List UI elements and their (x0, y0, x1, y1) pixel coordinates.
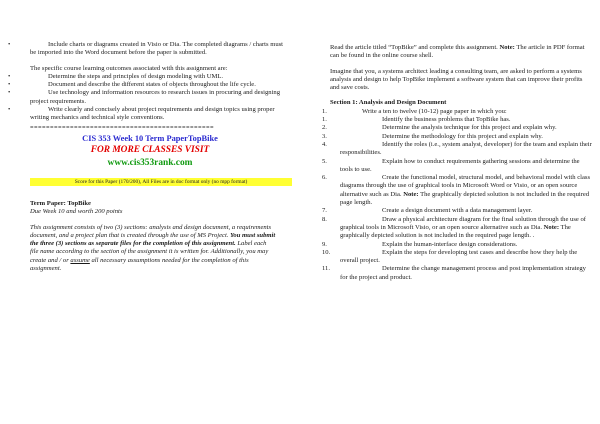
list-item: 5. Explain how to conduct requirements gathering sessions and determine the tools to use. (322, 157, 580, 173)
list-item: 6. Create the functional model, structural model, and behavioral model with class diagrams through the use of graphical tools in Microsoft Word or Visio, or an open source alternative such as Dia. Note: The graphically depicted solution is not included in the required page length. (322, 174, 591, 207)
assignment-description: This assignment consists of two (3) sections: analysis and design document, a requirements document, and a project plan that is created through the use of MS Project. You must submit the three (3) sections as separate files for the completion of this assignment. Label each file name according to the section of the assignment it is written for. Additionally, you may create and / or assume all necessary assumptions needed for the completion of this assignment. (30, 223, 276, 273)
list-item: 9. Explain the human-interface design considerations. (322, 240, 518, 248)
read-article-paragraph: Read the article titled “TopBike” and complete this assignment. Note: The article in PDF format can be found in the online course shell. (330, 44, 585, 60)
list-item: 3. Determine the methodology for this project and explain why. (322, 132, 543, 140)
outcome-item: • Write clearly and concisely about project requirements and design topics using proper writing mechanics and technical style conventions. (8, 106, 275, 122)
list-item: 7. Create a design document with a data management layer. (322, 207, 533, 215)
outcome-item: • Determine the steps and principles of design modeling with UML. (8, 72, 224, 80)
promo-link[interactable]: www.cis353rank.com (107, 157, 193, 168)
outcomes-intro: The specific course learning outcomes associated with this assignment are: (30, 64, 228, 72)
score-banner: Score for this Paper (170/200), All Files are in doc format only (no mpp format) (30, 178, 292, 186)
term-paper-due: Due Week 10 and worth 200 points (30, 208, 123, 216)
outcome-item: • Use technology and information resources to research issues in procuring and designing project requirements. (8, 89, 281, 105)
divider-line: ============================================== (30, 123, 215, 131)
term-paper-title: Term Paper: TopBike (30, 199, 91, 207)
bullet-icon: • (8, 72, 11, 80)
bullet-icon: • (8, 81, 11, 89)
bullet-icon: • (8, 89, 11, 97)
list-item: 10. Explain the steps for developing test cases and describe how they help the overall project. (322, 248, 578, 265)
bullet-icon: • (8, 41, 11, 48)
imagine-paragraph: Imagine that you, a systems architect leading a consulting team, are asked to perform a systems analysis and design to help TopBike implement a software system that can improve their profits and save costs. (330, 67, 583, 92)
left-column (8, 41, 296, 273)
list-item: 2. Determine the analysis technique for this project and explain why. (322, 124, 557, 132)
requirements-list (322, 107, 592, 282)
promo-visit: FOR MORE CLASSES VISIT (90, 144, 210, 155)
list-item: 1. Identify the business problems that TopBike has. (322, 116, 511, 124)
list-item: 11. Determine the change management process and post implementation strategy for the project and product. (322, 265, 586, 281)
list-item: 8. Draw a physical architecture diagram for the final solution through the use of graphical tools in Microsoft Visio, or an open source alternative such as Dia. Note: The graphically depicted solution is not included in the required page length. . (322, 215, 586, 240)
section-title: Section 1: Analysis and Design Document (330, 99, 447, 107)
list-item: 4. Identify the roles (i.e., system analyst, developer) for the team and explain their responsibilities. (322, 140, 592, 157)
right-column (322, 44, 592, 282)
promo-title: CIS 353 Week 10 Term PaperTopBike (82, 133, 218, 143)
bullet-icon: • (8, 106, 11, 114)
list-item: 1. Write a ten to twelve (10-12) page paper in which you: (322, 107, 507, 115)
outcome-item: • Document and describe the different states of objects throughout the life cycle. (8, 81, 256, 89)
bullet-item-diagrams: • Include charts or diagrams created in Visio or Dia. The completed diagrams / charts must be imported into the Word document before the paper is submitted. (8, 41, 284, 57)
